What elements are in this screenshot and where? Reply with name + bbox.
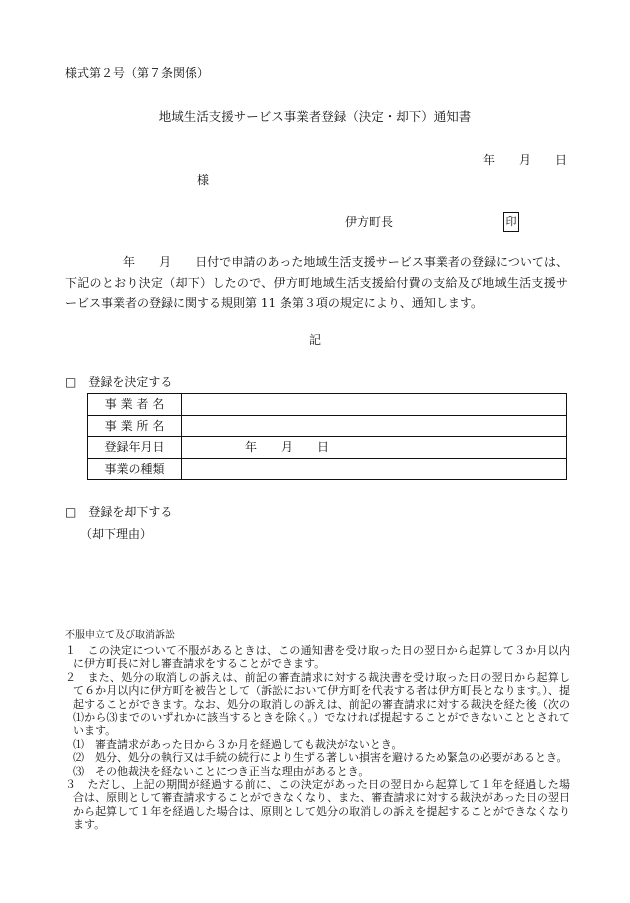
business-office-name-field	[182, 415, 567, 437]
reject-option	[65, 506, 172, 518]
rejection-reason-label: （却下理由）	[80, 527, 153, 541]
business-office-name-label: 事 業 所 名	[88, 415, 182, 437]
reject-checkbox[interactable]: □	[65, 505, 77, 519]
business-type-field	[182, 458, 567, 480]
table-row	[88, 394, 567, 416]
issuer-name: 伊方町長	[345, 215, 394, 229]
seal-box	[503, 212, 519, 232]
registration-table	[87, 393, 567, 480]
table-row	[88, 437, 567, 459]
document-title: 地域生活支援サービス事業者登録（決定・却下）通知書	[158, 109, 472, 124]
appeal-item: １ この決定について不服があるときは、この通知書を受け取った日の翌日から起算して３か月以内に伊方町長に対し審査請求をすることができます。	[65, 644, 570, 671]
seal-mark: 印	[505, 215, 517, 228]
decide-checkbox[interactable]: □	[65, 375, 77, 389]
business-operator-name-label: 事 業 者 名	[88, 394, 182, 416]
addressee-honorific: 様	[197, 173, 210, 187]
registration-date-field: 年 月 日	[182, 437, 567, 459]
table-row	[88, 458, 567, 480]
issue-date: 年 月 日	[482, 153, 567, 167]
table-row	[88, 415, 567, 437]
appeal-item: ２ また、処分の取消しの訴えは、前記の審査請求に対する裁決書を受け取った日の翌日から起算して６か月以内に伊方町を被告として（訴訟において伊方町を代表する者は伊方町長となります。）、提起することができます。なお、処分の取消しの訴えは、前記の審査請求に対する裁決を経た後（次の⑴から⑶までのいずれかに該当するときを除く。）でなければ提起することができないこととされています。	[65, 670, 570, 738]
appeal-item: ３ ただし、上記の期間が経過する前に、この決定があった日の翌日から起算して１年を経過した場合は、原則として審査請求することができなくなり、また、審査請求に対する裁決があった日の翌日から起算して１年を経過した場合は、原則として処分の取消しの訴えを提起することができなくなります。	[65, 778, 570, 832]
appeal-notes	[65, 629, 570, 832]
registration-date-label: 登録年月日	[88, 437, 182, 459]
notice-body: 年 月 日付で申請のあった地域生活支援サービス事業者の登録については、下記のとおり決定（却下）したので、伊方町地域生活支援給付費の支給及び地域生活支援サービス事業者の登録に関する規則第 11 条第３項の規定により、通知します。	[65, 255, 568, 310]
decide-label: 登録を決定する	[88, 375, 173, 389]
business-operator-name-field	[182, 394, 567, 416]
appeal-subitem: ⑴ 審査請求があった日から３か月を経過しても裁決がないとき。	[73, 737, 403, 751]
appeal-subitem: ⑵ 処分、処分の執行又は手続の続行により生ずる著しい損害を避けるため緊急の必要があるとき。	[73, 751, 568, 765]
decide-option	[65, 376, 172, 388]
reject-label: 登録を却下する	[88, 505, 173, 519]
ki-heading: 記	[308, 333, 321, 347]
form-number: 様式第２号（第７条関係）	[65, 66, 210, 80]
appeal-subitem: ⑶ その他裁決を経ないことにつき正当な理由があるとき。	[73, 764, 370, 778]
business-type-label: 事業の種類	[88, 458, 182, 480]
appeal-heading: 不服申立て及び取消訴訟	[65, 630, 175, 641]
